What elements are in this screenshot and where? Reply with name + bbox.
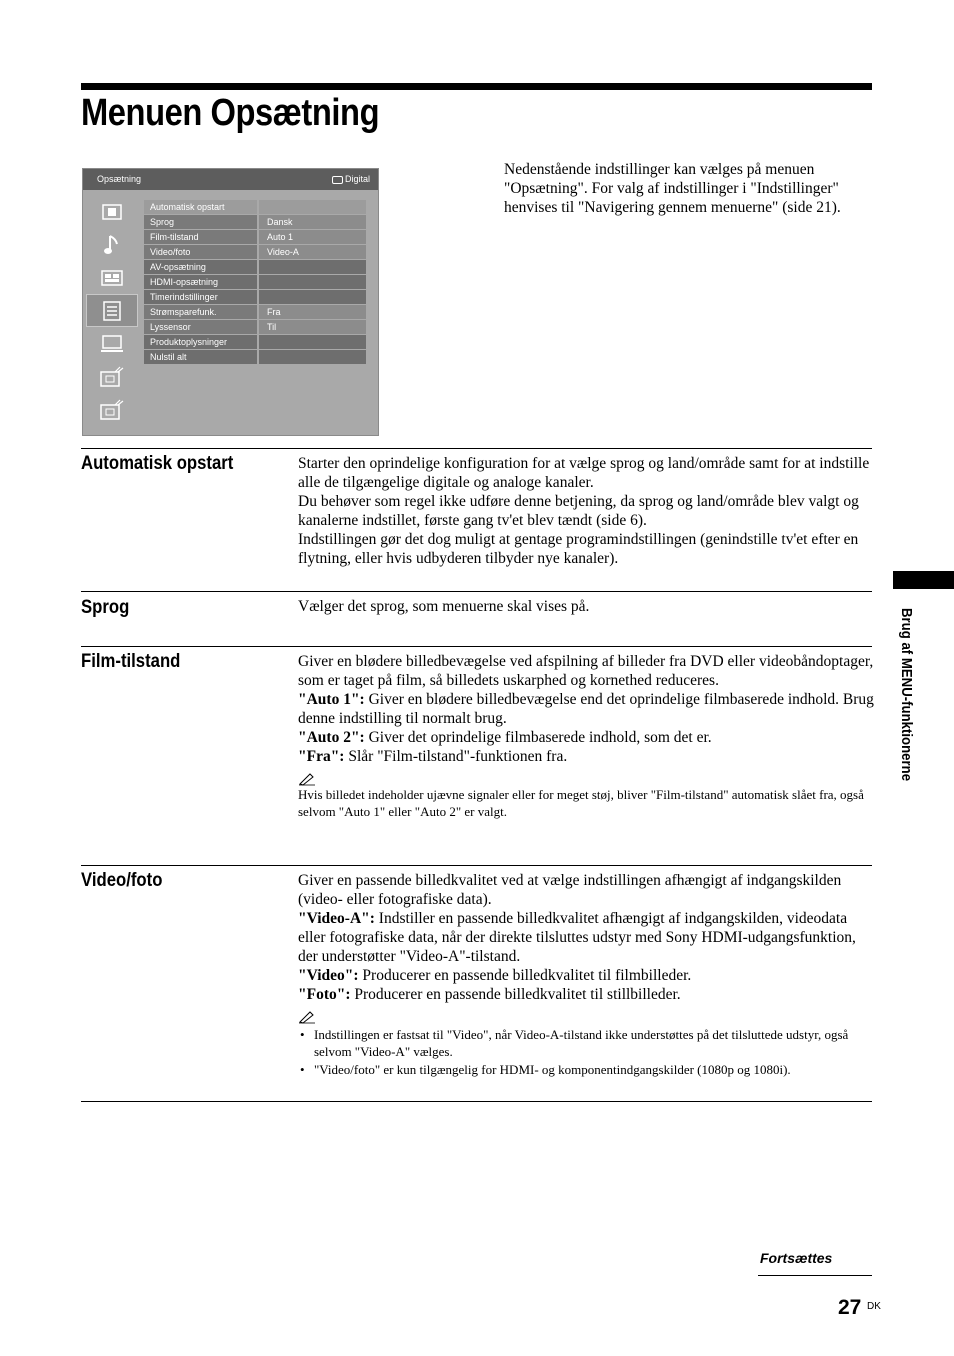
section-divider bbox=[81, 591, 872, 592]
pencil-note-icon bbox=[298, 772, 874, 786]
menu-item-value: Fra bbox=[259, 305, 366, 319]
menu-item-label: Sprog bbox=[144, 215, 257, 229]
section-title-sprog: Sprog bbox=[81, 597, 130, 618]
source-icon bbox=[332, 176, 343, 184]
menu-item-label: HDMI-opsætning bbox=[144, 275, 257, 289]
chapter-label: Brug af MENU-funktionerne bbox=[898, 608, 915, 782]
menu-item-label: Produktoplysninger bbox=[144, 335, 257, 349]
menu-title: Opsætning bbox=[97, 174, 142, 184]
menu-item-value: Dansk bbox=[259, 215, 366, 229]
option-foto bbox=[298, 985, 874, 1004]
music-note-icon[interactable] bbox=[86, 228, 138, 261]
intro-text: Nedenstående indstillinger kan vælges på menuen "Opsætning". For valg af indstillinger i "Indstillinger" henvises til "Navigering gennem menuerne" (side 21). bbox=[504, 161, 841, 216]
analog-tv-icon[interactable] bbox=[86, 360, 138, 393]
menu-item[interactable] bbox=[144, 305, 366, 319]
option-text: Giver en blødere billedbevægelse end det oprindelige filmbaserede indhold. Brug denne indstilling til normalt brug. bbox=[298, 691, 874, 727]
menu-icon-column bbox=[86, 195, 138, 426]
menu-item-value bbox=[259, 350, 366, 364]
setup-menu-screenshot bbox=[82, 168, 379, 436]
option-text: Slår "Film-tilstand"-funktionen fra. bbox=[344, 748, 568, 765]
menu-item[interactable] bbox=[144, 335, 366, 349]
menu-item-value bbox=[259, 200, 366, 214]
menu-item[interactable] bbox=[144, 200, 366, 214]
menu-item[interactable] bbox=[144, 260, 366, 274]
page-title: Menuen Opsætning bbox=[81, 92, 380, 134]
title-rule bbox=[81, 83, 872, 90]
paragraph: Giver en passende billedkvalitet ved at vælge indstillingen afhængigt af indgangskilden (video- eller fotografiske data). bbox=[298, 872, 842, 908]
continues-label: Fortsættes bbox=[760, 1250, 833, 1266]
menu-item-value: Til bbox=[259, 320, 366, 334]
paragraph: Du behøver som regel ikke udføre denne betjening, da sprog og land/område blev valgt og kanalerne indstillet, første gang tv'et blev tændt (side 6). bbox=[298, 493, 859, 529]
page-number: 27 bbox=[838, 1296, 862, 1319]
menu-item[interactable] bbox=[144, 290, 366, 304]
menu-item-label: Strømsparefunk. bbox=[144, 305, 257, 319]
menu-item[interactable] bbox=[144, 275, 366, 289]
input-source bbox=[332, 174, 370, 184]
section-body-sprog bbox=[298, 597, 874, 616]
chapter-tab-marker bbox=[893, 571, 954, 589]
option-text: Producerer en passende billedkvalitet til filmbilleder. bbox=[358, 967, 692, 984]
option-auto1 bbox=[298, 690, 874, 728]
menu-item-value bbox=[259, 260, 366, 274]
option-video bbox=[298, 966, 874, 985]
paragraph: Giver en blødere billedbevægelse ved afspilning af billeder fra DVD eller videobåndoptager, som er taget på film, så billedets uskarphed og kornethed reduceres. bbox=[298, 653, 874, 689]
page-language: DK bbox=[867, 1301, 881, 1312]
menu-item-value: Auto 1 bbox=[259, 230, 366, 244]
setup-icon[interactable] bbox=[86, 294, 138, 327]
paragraph: Indstillingen gør det dog muligt at gentage programindstillingen (genindstille tv'et efter en flytning, eller hvis udbyderen tilbyder nye kanaler). bbox=[298, 531, 859, 567]
menu-item-value: Video-A bbox=[259, 245, 366, 259]
option-text: Giver det oprindelige filmbaserede indhold, som det er. bbox=[364, 729, 712, 746]
menu-item-label: AV-opsætning bbox=[144, 260, 257, 274]
note-item: • "Video/foto" er kun tilgængelig for HDMI- og komponentindgangskilder (1080p og 1080i). bbox=[298, 1061, 874, 1078]
menu-item-value bbox=[259, 335, 366, 349]
paragraph: Starter den oprindelige konfiguration for at vælge sprog og land/område samt for at indstille alle de tilgængelige digitale og analoge kanaler. bbox=[298, 455, 870, 491]
menu-item-label: Timerindstillinger bbox=[144, 290, 257, 304]
pc-icon[interactable] bbox=[86, 327, 138, 360]
section-title-film-tilstand: Film-tilstand bbox=[81, 651, 181, 672]
option-label: "Video-A": bbox=[298, 910, 375, 927]
menu-item[interactable] bbox=[144, 320, 366, 334]
section-title-video-foto: Video/foto bbox=[81, 870, 163, 891]
menu-item-label: Lyssensor bbox=[144, 320, 257, 334]
section-divider bbox=[81, 448, 872, 449]
option-label: "Fra": bbox=[298, 748, 345, 765]
digital-tv-icon[interactable] bbox=[86, 393, 138, 426]
menu-item-label: Nulstil alt bbox=[144, 350, 257, 364]
section-divider bbox=[81, 865, 872, 866]
option-fra bbox=[298, 747, 874, 766]
paragraph: Vælger det sprog, som menuerne skal vises på. bbox=[298, 598, 590, 615]
section-body-automatisk-opstart bbox=[298, 454, 874, 568]
section-divider bbox=[81, 646, 872, 647]
menu-item[interactable] bbox=[144, 350, 366, 364]
menu-list bbox=[144, 200, 366, 365]
menu-item[interactable] bbox=[144, 215, 366, 229]
section-body-film-tilstand bbox=[298, 652, 874, 820]
option-auto2 bbox=[298, 728, 874, 747]
note-item: • Indstillingen er fastsat til "Video", når Video-A-tilstand ikke understøttes på det tilsluttede udstyr, også selvom "Video-A" vælges. bbox=[298, 1026, 874, 1060]
option-label: "Video": bbox=[298, 967, 359, 984]
menu-item-label: Film-tilstand bbox=[144, 230, 257, 244]
menu-item-label: Video/foto bbox=[144, 245, 257, 259]
note-text: Hvis billedet indeholder ujævne signaler eller for meget støj, bliver "Film-tilstand" automatisk slået fra, også selvom "Auto 1" eller "Auto 2" er valgt. bbox=[298, 787, 864, 819]
option-label: "Foto": bbox=[298, 986, 351, 1003]
continues-rule bbox=[758, 1275, 872, 1276]
section-title-automatisk-opstart: Automatisk opstart bbox=[81, 453, 234, 474]
section-divider bbox=[81, 1101, 872, 1102]
menu-item-value bbox=[259, 290, 366, 304]
option-label: "Auto 2": bbox=[298, 729, 365, 746]
option-video-a bbox=[298, 909, 874, 966]
menu-header bbox=[83, 169, 378, 190]
menu-item[interactable] bbox=[144, 230, 366, 244]
menu-item[interactable] bbox=[144, 245, 366, 259]
picture-icon[interactable] bbox=[86, 195, 138, 228]
note-list bbox=[298, 1026, 874, 1078]
input-source-label: Digital bbox=[344, 174, 370, 184]
pencil-note-icon bbox=[298, 1010, 874, 1024]
screen-icon[interactable] bbox=[86, 261, 138, 294]
option-text: Indstiller en passende billedkvalitet afhængigt af indgangskilden, videodata eller fotografiske data, når der direkte tilsluttes udstyr med Sony HDMI-udgangsfunktion, der understøtter "Video-A"-tilstand. bbox=[298, 910, 856, 965]
menu-item-value bbox=[259, 275, 366, 289]
option-label: "Auto 1": bbox=[298, 691, 365, 708]
menu-item-label: Automatisk opstart bbox=[144, 200, 257, 214]
section-body-video-foto bbox=[298, 871, 874, 1079]
option-text: Producerer en passende billedkvalitet til stillbilleder. bbox=[350, 986, 681, 1003]
